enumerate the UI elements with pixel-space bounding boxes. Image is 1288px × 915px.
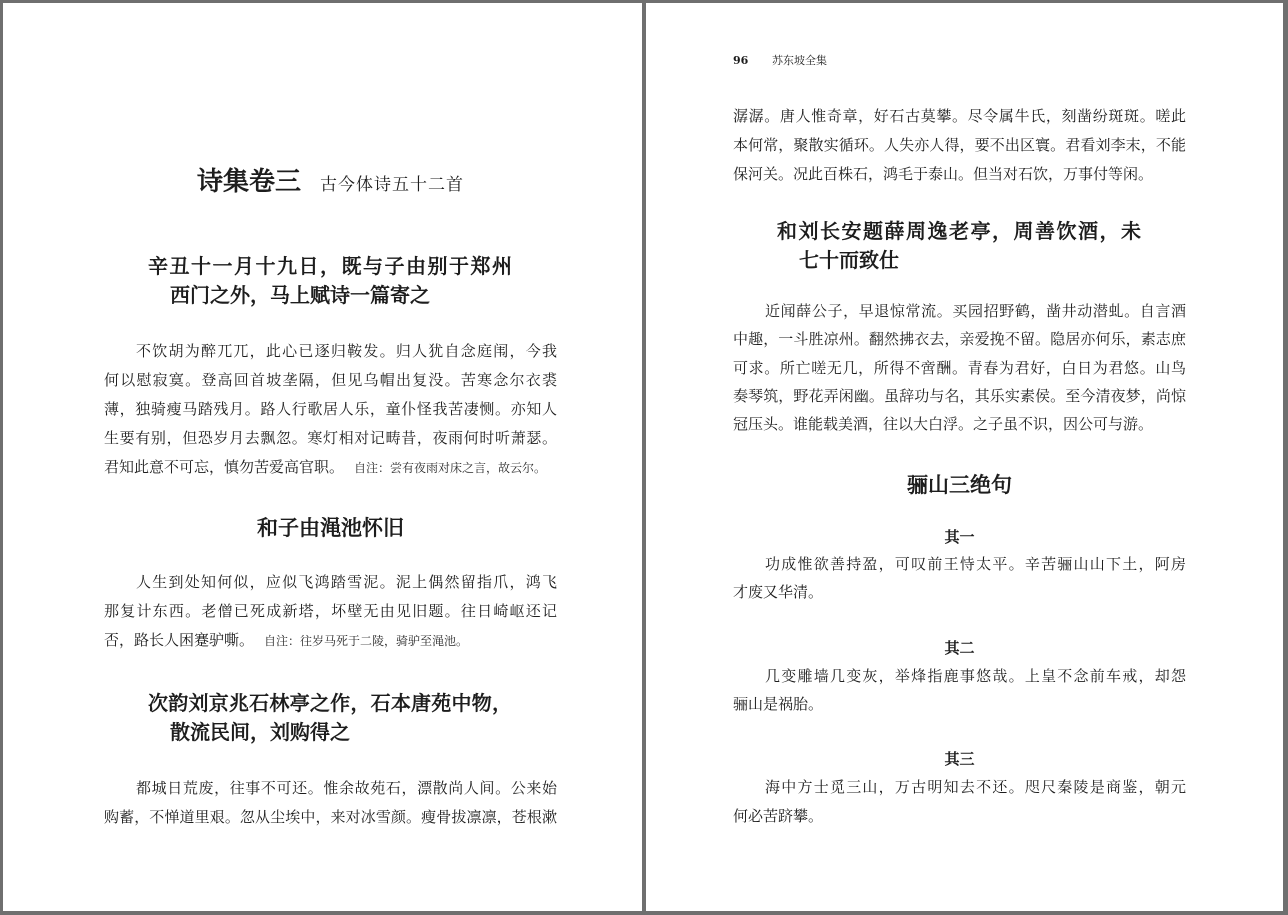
poem-line: 何以慰寂寞。登高回首坡垄隔，但见乌帽出复没。苦寒念尔衣裘 <box>104 371 557 389</box>
poem-title: 和子由渑池怀旧 <box>257 515 404 540</box>
author-note: 自注：尝有夜雨对床之言，故云尔。 <box>354 461 547 475</box>
poem-body-continued <box>733 102 1186 189</box>
poem-line: 薄，独骑瘦马踏残月。路人行歌居人乐，童仆怪我苦凄恻。亦知人 <box>104 400 557 418</box>
poem-line: 几变雕墙几变灰，举烽指鹿事悠哉。上皇不念前车戒，却怨 <box>765 667 1186 685</box>
right-page <box>646 3 1283 911</box>
poem-body <box>104 337 557 482</box>
poem-line: 都城日荒废，往事不可还。惟余故苑石，漂散尚人间。公来始 <box>136 779 557 797</box>
stanza-body <box>733 773 1186 831</box>
section-subtitle: 古今体诗五十二首 <box>320 175 465 195</box>
poem-line: 保河关。况此百株石，鸿毛于泰山。但当对石饮，万事付等闲。 <box>733 165 1154 183</box>
left-page <box>3 3 642 911</box>
poem-body <box>733 297 1186 438</box>
stanza-heading: 其一 <box>944 528 975 546</box>
poem-line-text: 君知此意不可忘，慎勿苦爱高官职。 <box>104 458 345 476</box>
running-header: 苏东坡全集 <box>772 54 827 67</box>
poem-line: 那复计东西。老僧已死成新塔，坏壁无由见旧题。往日崎岖还记 <box>104 602 557 620</box>
poem-line: 可求。所亡嗟无几，所得不啻酬。青春为君好，白日为君悠。山鸟 <box>733 358 1186 377</box>
poem-title-line: 辛丑十一月十九日，既与子由别于郑州 <box>148 254 512 278</box>
stanza-body <box>733 662 1186 718</box>
poem-line: 不饮胡为醉兀兀，此心已逐归鞍发。归人犹自念庭闱，今我 <box>136 342 557 360</box>
poem-title <box>148 689 512 747</box>
poem-line: 近闻薛公子，早退惊常流。买园招野鹤，凿井动潜虬。自言酒 <box>765 302 1186 320</box>
poem-line: 本何常，聚散实循环。人失亦人得，要不出区寰。君看刘李末，不能 <box>733 136 1186 154</box>
page-number: 96 <box>733 54 749 67</box>
stanza-heading: 其二 <box>944 639 975 657</box>
poem-body <box>104 568 557 655</box>
poem-line: 人生到处知何似，应似飞鸿踏雪泥。泥上偶然留指爪，鸿飞 <box>136 573 557 591</box>
poem-title: 骊山三绝句 <box>907 472 1012 497</box>
poem-line: 购蓄，不惮道里艰。忽从尘埃中，来对冰雪颜。瘦骨拔凛凛，苍根漱 <box>104 808 557 826</box>
poem-title-line: 次韵刘京兆石林亭之作，石本唐苑中物， <box>148 691 512 715</box>
poem-title-line: 和刘长安题薛周逸老亭，周善饮酒，未 <box>777 219 1141 243</box>
poem-title-line: 散流民间，刘购得之 <box>170 720 350 744</box>
poem-line: 潺潺。唐人惟奇章，好石古莫攀。尽令属牛氏，刻凿纷斑斑。嗟此 <box>733 107 1186 125</box>
poem-title-line: 西门之外，马上赋诗一篇寄之 <box>170 283 430 307</box>
author-note: 自注：往岁马死于二陵，骑驴至渑池。 <box>264 634 469 648</box>
poem-line: 功成惟欲善持盈，可叹前王恃太平。辛苦骊山山下土，阿房 <box>765 555 1186 573</box>
poem-title-line: 七十而致仕 <box>799 248 899 272</box>
section-heading <box>197 164 464 203</box>
poem-title <box>148 252 512 310</box>
poem-line: 中趣，一斗胜凉州。翻然拂衣去，亲爱挽不留。隐居亦何乐，素志庶 <box>733 330 1186 349</box>
poem-line: 才废又华清。 <box>733 583 824 601</box>
poem-line: 何必苦跻攀。 <box>733 807 824 825</box>
poem-line: 奏琴筑，野花弄闲幽。虽辞功与名，其乐实素侯。至今清夜梦，尚惊 <box>733 386 1186 405</box>
section-title: 诗集卷三 <box>197 167 302 197</box>
poem-title <box>777 217 1141 275</box>
stanza-body <box>733 550 1186 606</box>
poem-line-text: 否，路长人困蹇驴嘶。 <box>104 631 255 649</box>
poem-line <box>104 453 557 482</box>
poem-line: 海中方士觅三山，万古明知去不还。咫尺秦陵是商鉴，朝元 <box>765 778 1186 796</box>
poem-line: 生要有别，但恐岁月去飘忽。寒灯相对记畴昔，夜雨何时听萧瑟。 <box>104 429 557 447</box>
stanza-heading: 其三 <box>944 750 975 768</box>
poem-line: 冠压头。谁能载美酒，往以大白浮。之子虽不识，因公可与游。 <box>733 415 1154 434</box>
poem-body <box>104 774 557 832</box>
poem-line: 骊山是祸胎。 <box>733 695 824 713</box>
poem-line <box>104 626 557 655</box>
